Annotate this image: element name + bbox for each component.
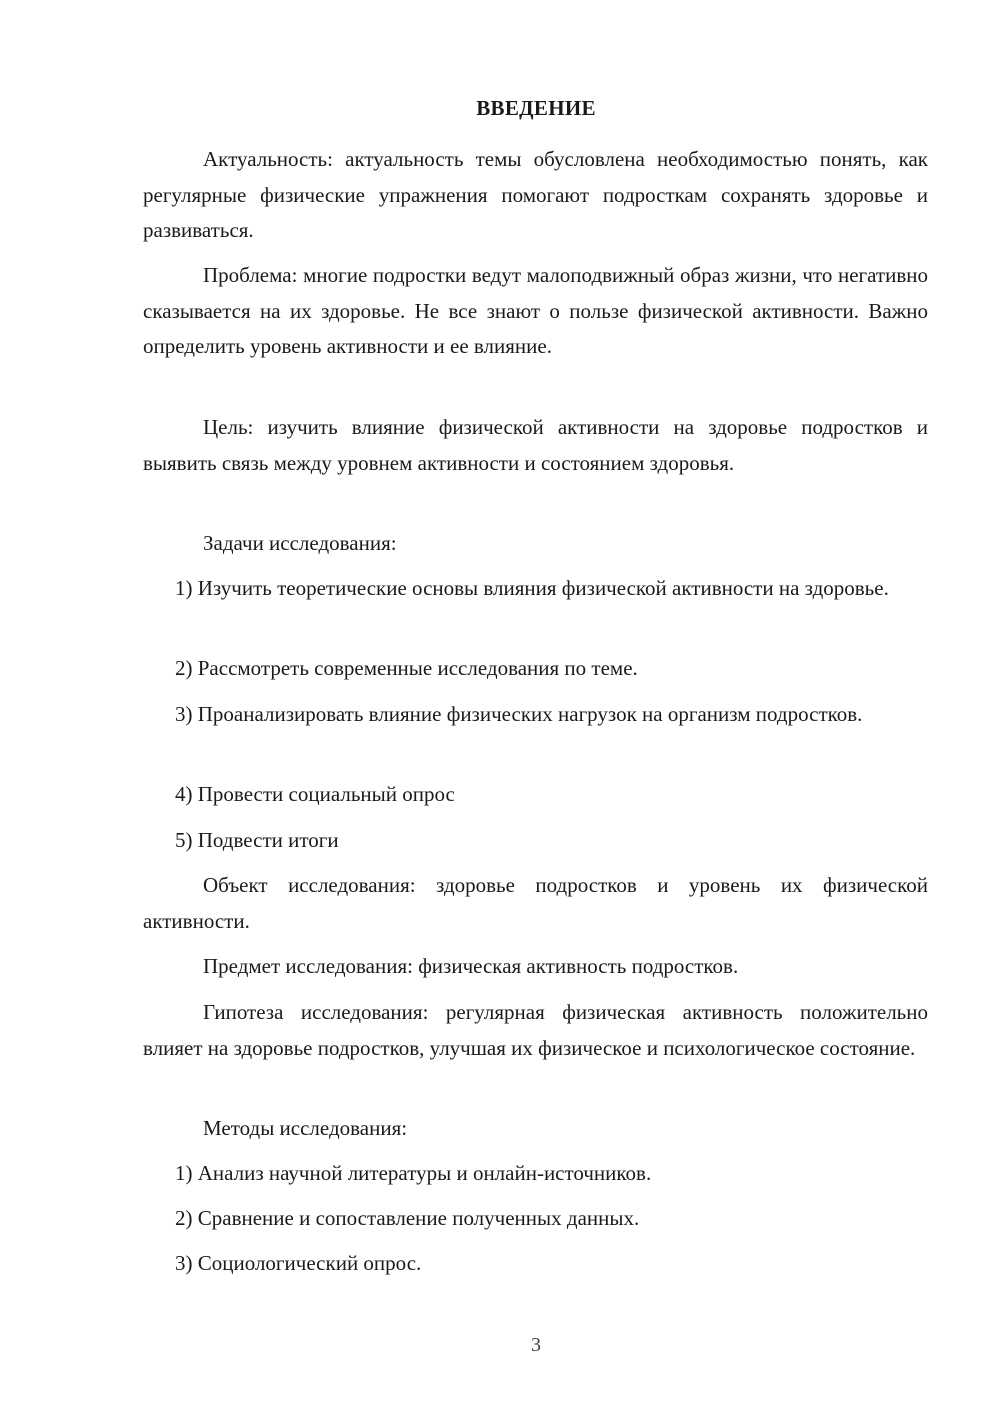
- paragraph-subject: Предмет исследования: физическая активность подростков.: [203, 954, 739, 978]
- methods-heading: Методы исследования:: [203, 1116, 408, 1140]
- method-item-1: 1) Анализ научной литературы и онлайн-источников.: [175, 1161, 652, 1185]
- task-item-2: 2) Рассмотреть современные исследования по теме.: [175, 656, 638, 680]
- paragraph-hypothesis: Гипотеза исследования: регулярная физическая активность положительно влияет на здоровье подростков, улучшая их физическое и психологическое состояние.: [143, 1000, 928, 1060]
- method-item-3: 3) Социологический опрос.: [175, 1251, 422, 1275]
- page-title: ВВЕДЕНИЕ: [476, 96, 596, 120]
- task-item-5: 5) Подвести итоги: [175, 828, 339, 852]
- task-item-4: 4) Провести социальный опрос: [175, 782, 455, 806]
- tasks-heading: Задачи исследования:: [203, 531, 397, 555]
- paragraph-relevance: Актуальность: актуальность темы обусловлена необходимостью понять, как регулярные физические упражнения помогают подросткам сохранять здоровье и развиваться.: [143, 147, 928, 242]
- page-number: 3: [531, 1334, 541, 1356]
- task-item-1: 1) Изучить теоретические основы влияния физической активности на здоровье.: [175, 576, 889, 600]
- task-item-3: 3) Проанализировать влияние физических нагрузок на организм подростков.: [175, 702, 863, 726]
- paragraph-problem: Проблема: многие подростки ведут малоподвижный образ жизни, что негативно сказывается на их здоровье. Не все знают о пользе физической активности. Важно определить уровень активности и ее влияние.: [143, 263, 928, 358]
- paragraph-goal: Цель: изучить влияние физической активности на здоровье подростков и выявить связь между уровнем активности и состоянием здоровья.: [143, 415, 928, 475]
- paragraph-object: Объект исследования: здоровье подростков и уровень их физической активности.: [143, 873, 928, 933]
- method-item-2: 2) Сравнение и сопоставление полученных данных.: [175, 1206, 640, 1230]
